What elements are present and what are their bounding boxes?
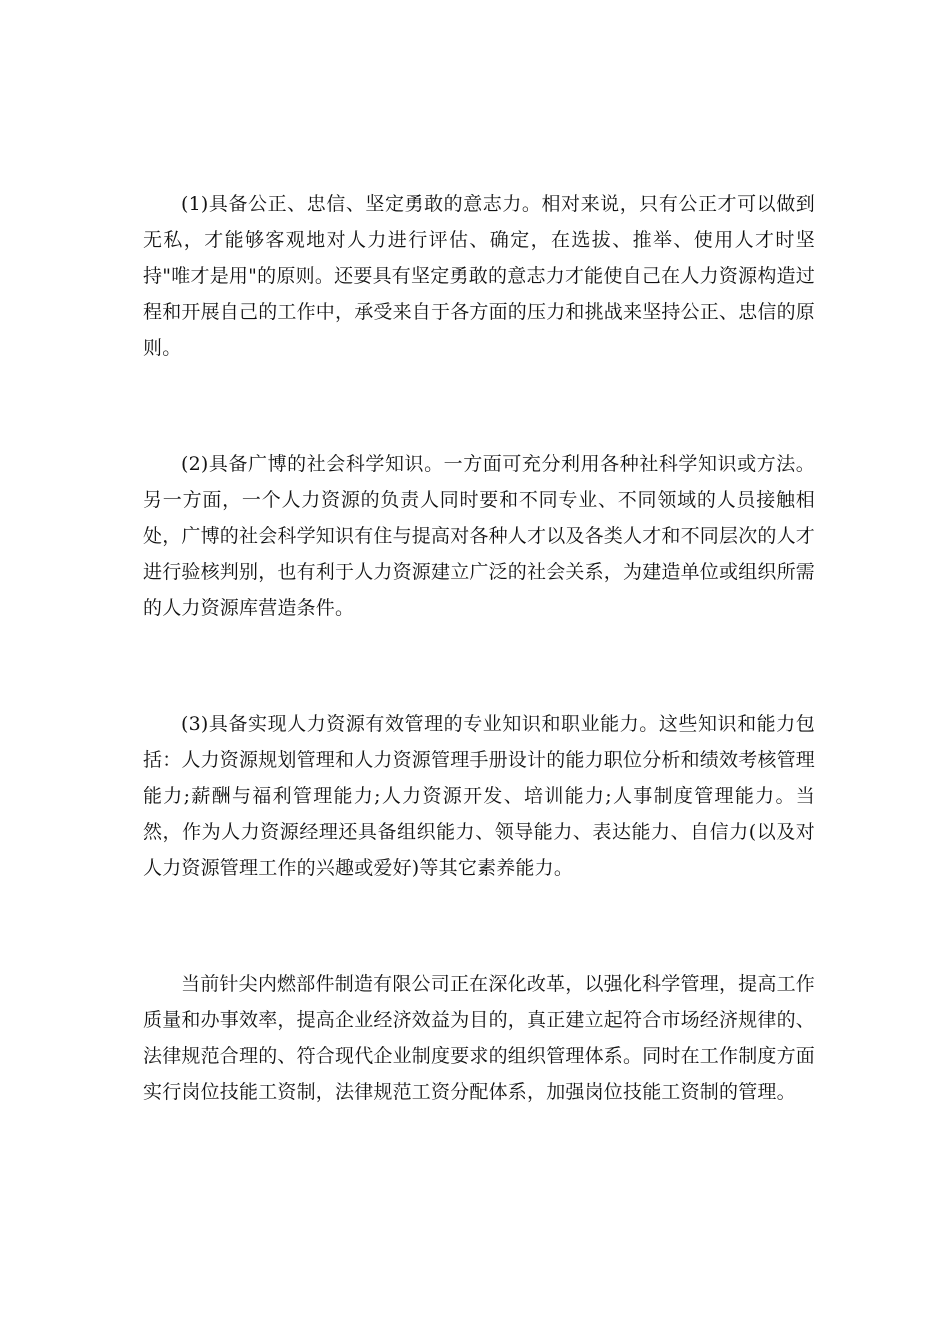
paragraph-3: (3)具备实现人力资源有效管理的专业知识和职业能力。这些知识和能力包括：人力资源规划管理和人力资源管理手册设计的能力职位分析和绩效考核管理能力;薪酬与福利管理能力;人力资源开发、培训能力;人事制度管理能力。当然，作为人力资源经理还具备组织能力、领导能力、表达能力、自信力(以及对人力资源管理工作的兴趣或爱好)等其它素养能力。 — [143, 713, 816, 879]
paragraph-4: 当前针尖内燃部件制造有限公司正在深化改革，以强化科学管理，提高工作质量和办事效率，提高企业经济效益为目的，真正建立起符合市场经济规律的、法律规范合理的、符合现代企业制度要求的组织管理体系。同时在工作制度方面实行岗位技能工资制，法律规范工资分配体系，加强岗位技能工资制的管理。 — [143, 973, 816, 1103]
paragraph-1: (1)具备公正、忠信、坚定勇敢的意志力。相对来说，只有公正才可以做到无私，才能够客观地对人力进行评估、确定，在选拔、推举、使用人才时坚持"唯才是用"的原则。还要具有坚定勇敢的意志力才能使自己在人力资源构造过程和开展自己的工作中，承受来自于各方面的压力和挑战来坚持公正、忠信的原则。 — [143, 193, 816, 359]
paragraph-2: (2)具备广博的社会科学知识。一方面可充分利用各种社科学知识或方法。另一方面，一个人力资源的负责人同时要和不同专业、不同领域的人员接触相处，广博的社会科学知识有住与提高对各种人才以及各类人才和不同层次的人才进行验核判别，也有利于人力资源建立广泛的社会关系，为建造单位或组织所需的人力资源库营造条件。 — [143, 453, 816, 619]
